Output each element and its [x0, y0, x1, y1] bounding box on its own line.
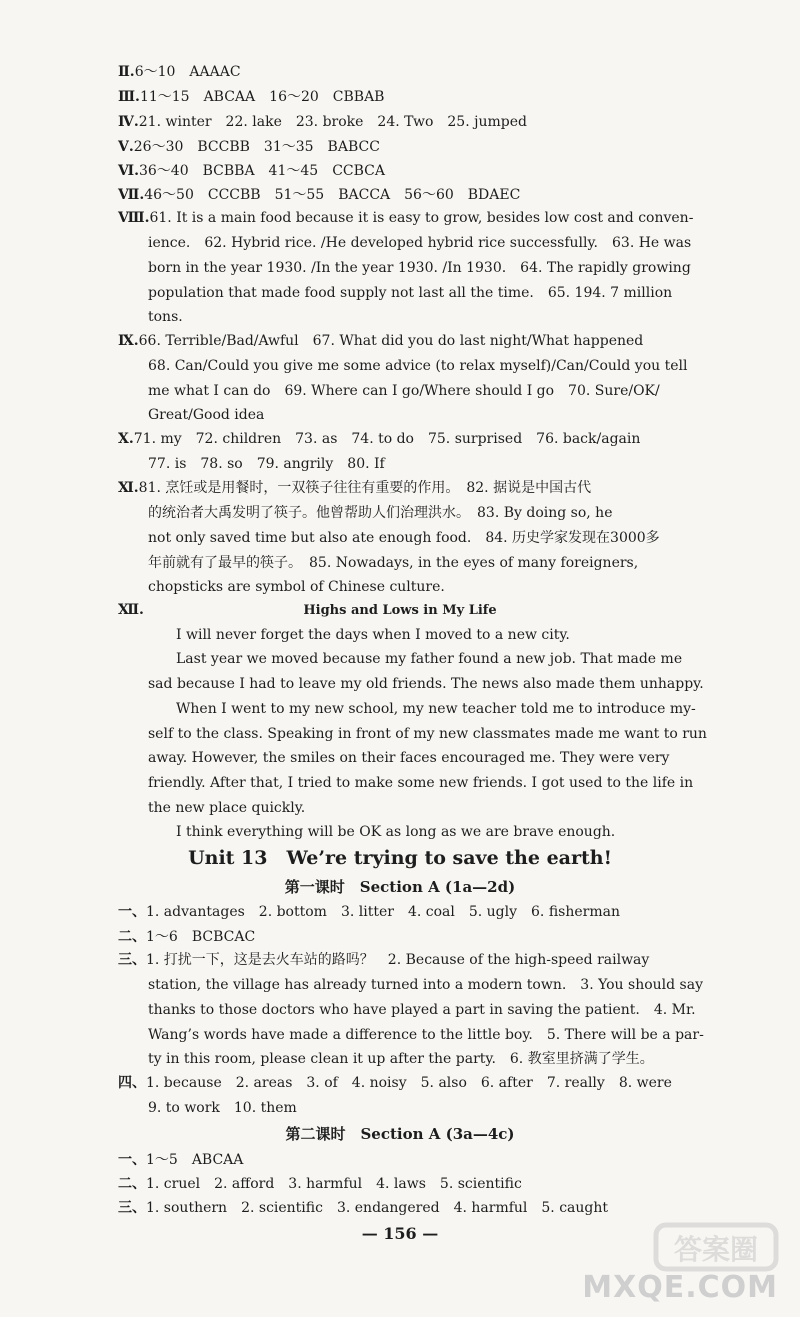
lesson-title: 第一课时 Section A (1a—2d) [284, 878, 516, 896]
answer-line: 三、1. southern 2. scientific 3. endangered 4. harmful 5. caught [118, 1200, 609, 1216]
answer-line: 年前就有了最早的筷子。 85. Nowadays, in the eyes of many foreigners, [148, 555, 639, 571]
lesson-title: 第二课时 Section A (3a—4c) [285, 1125, 515, 1143]
answer-line: 二、1～6 BCBCAC [118, 929, 256, 945]
essay-line: Last year we moved because my father found a new job. That made me [148, 651, 683, 667]
answer-line: chopsticks are symbol of Chinese culture. [148, 579, 445, 595]
essay-line: the new place quickly. [148, 800, 306, 816]
answer-line: not only saved time but also ate enough food. 84. 历史学家发现在3000多 [148, 530, 660, 546]
essay-section-label: Ⅻ. [118, 602, 144, 618]
answer-line: 一、1～5 ABCAA [118, 1152, 244, 1168]
essay-line: self to the class. Speaking in front of my new classmates made me want to run [148, 726, 707, 742]
essay-line: I think everything will be OK as long as we are brave enough. [148, 824, 616, 840]
unit-title: Unit 13 We’re trying to save the earth! [188, 847, 612, 869]
answer-line: 9. to work 10. them [148, 1100, 297, 1116]
essay-line: When I went to my new school, my new teacher told me to introduce my- [148, 701, 696, 717]
answer-line: Ⅹ.71. my 72. children 73. as 74. to do 75. surprised 76. back/again [118, 431, 641, 447]
answer-line: station, the village has already turned into a modern town. 3. You should say [148, 977, 704, 993]
answer-line: Wang’s words have made a difference to the little boy. 5. There will be a par- [148, 1027, 704, 1043]
answer-line: population that made food supply not last all the time. 65. 194. 7 million [148, 285, 673, 301]
answer-line: ience. 62. Hybrid rice. /He developed hybrid rice successfully. 63. He was [148, 235, 692, 251]
essay-line: I will never forget the days when I moved to a new city. [148, 627, 570, 643]
answer-line: Ⅶ.46～50 CCCBB 51～55 BACCA 56～60 BDAEC [118, 187, 521, 203]
page-number: — 156 — [361, 1224, 439, 1243]
answer-line: Ⅸ.66. Terrible/Bad/Awful 67. What did you do last night/What happened [118, 333, 644, 349]
answer-line: Ⅵ.36～40 BCBBA 41～45 CCBCA [118, 163, 385, 179]
answer-line: me what I can do 69. Where can I go/Where should I go 70. Sure/OK/ [148, 383, 660, 399]
answer-line: thanks to those doctors who have played a part in saving the patient. 4. Mr. [148, 1002, 696, 1018]
essay-line: friendly. After that, I tried to make some new friends. I got used to the life in [148, 775, 694, 791]
answer-line: tons. [148, 309, 183, 325]
answer-line: Ⅷ.61. It is a main food because it is easy to grow, besides low cost and conven- [118, 210, 694, 226]
essay-line: away. However, the smiles on their faces encouraged me. They were very [148, 750, 670, 766]
answer-line: 的统治者大禹发明了筷子。他曾帮助人们治理洪水。 83. By doing so, he [148, 505, 613, 521]
essay-title: Highs and Lows in My Life [303, 603, 497, 618]
answer-line: Ⅲ.11～15 ABCAA 16～20 CBBAB [118, 89, 385, 105]
essay-line: sad because I had to leave my old friends. The news also made them unhappy. [148, 676, 704, 692]
answer-line: 三、1. 打扰一下，这是去火车站的路吗？ 2. Because of the high-speed railway [118, 952, 650, 968]
answer-line: born in the year 1930. /In the year 1930. /In 1930. 64. The rapidly growing [148, 260, 691, 276]
answer-line: Ⅱ.6～10 AAAAC [118, 64, 241, 80]
answer-line: Great/Good idea [148, 407, 265, 423]
answer-line: Ⅳ.21. winter 22. lake 23. broke 24. Two 25. jumped [118, 114, 527, 130]
answer-line: Ⅺ.81. 烹饪或是用餐时，一双筷子往往有重要的作用。 82. 据说是中国古代 [118, 480, 592, 496]
answer-line: ty in this room, please clean it up after the party. 6. 教室里挤满了学生。 [148, 1051, 654, 1067]
svg-text:答案圈: 答案圈 [673, 1233, 759, 1266]
answer-line: 一、1. advantages 2. bottom 3. litter 4. coal 5. ugly 6. fisherman [118, 904, 620, 920]
answer-line: 四、1. because 2. areas 3. of 4. noisy 5. also 6. after 7. really 8. were [118, 1075, 672, 1091]
answer-line: 68. Can/Could you give me some advice (to relax myself)/Can/Could you tell [148, 358, 688, 374]
answer-line: Ⅴ.26～30 BCCBB 31～35 BABCC [118, 139, 380, 155]
answer-line: 二、1. cruel 2. afford 3. harmful 4. laws 5. scientific [118, 1176, 522, 1192]
answer-line: 77. is 78. so 79. angrily 80. If [148, 456, 385, 472]
watermark-site: MXQE.COM [582, 1270, 778, 1305]
